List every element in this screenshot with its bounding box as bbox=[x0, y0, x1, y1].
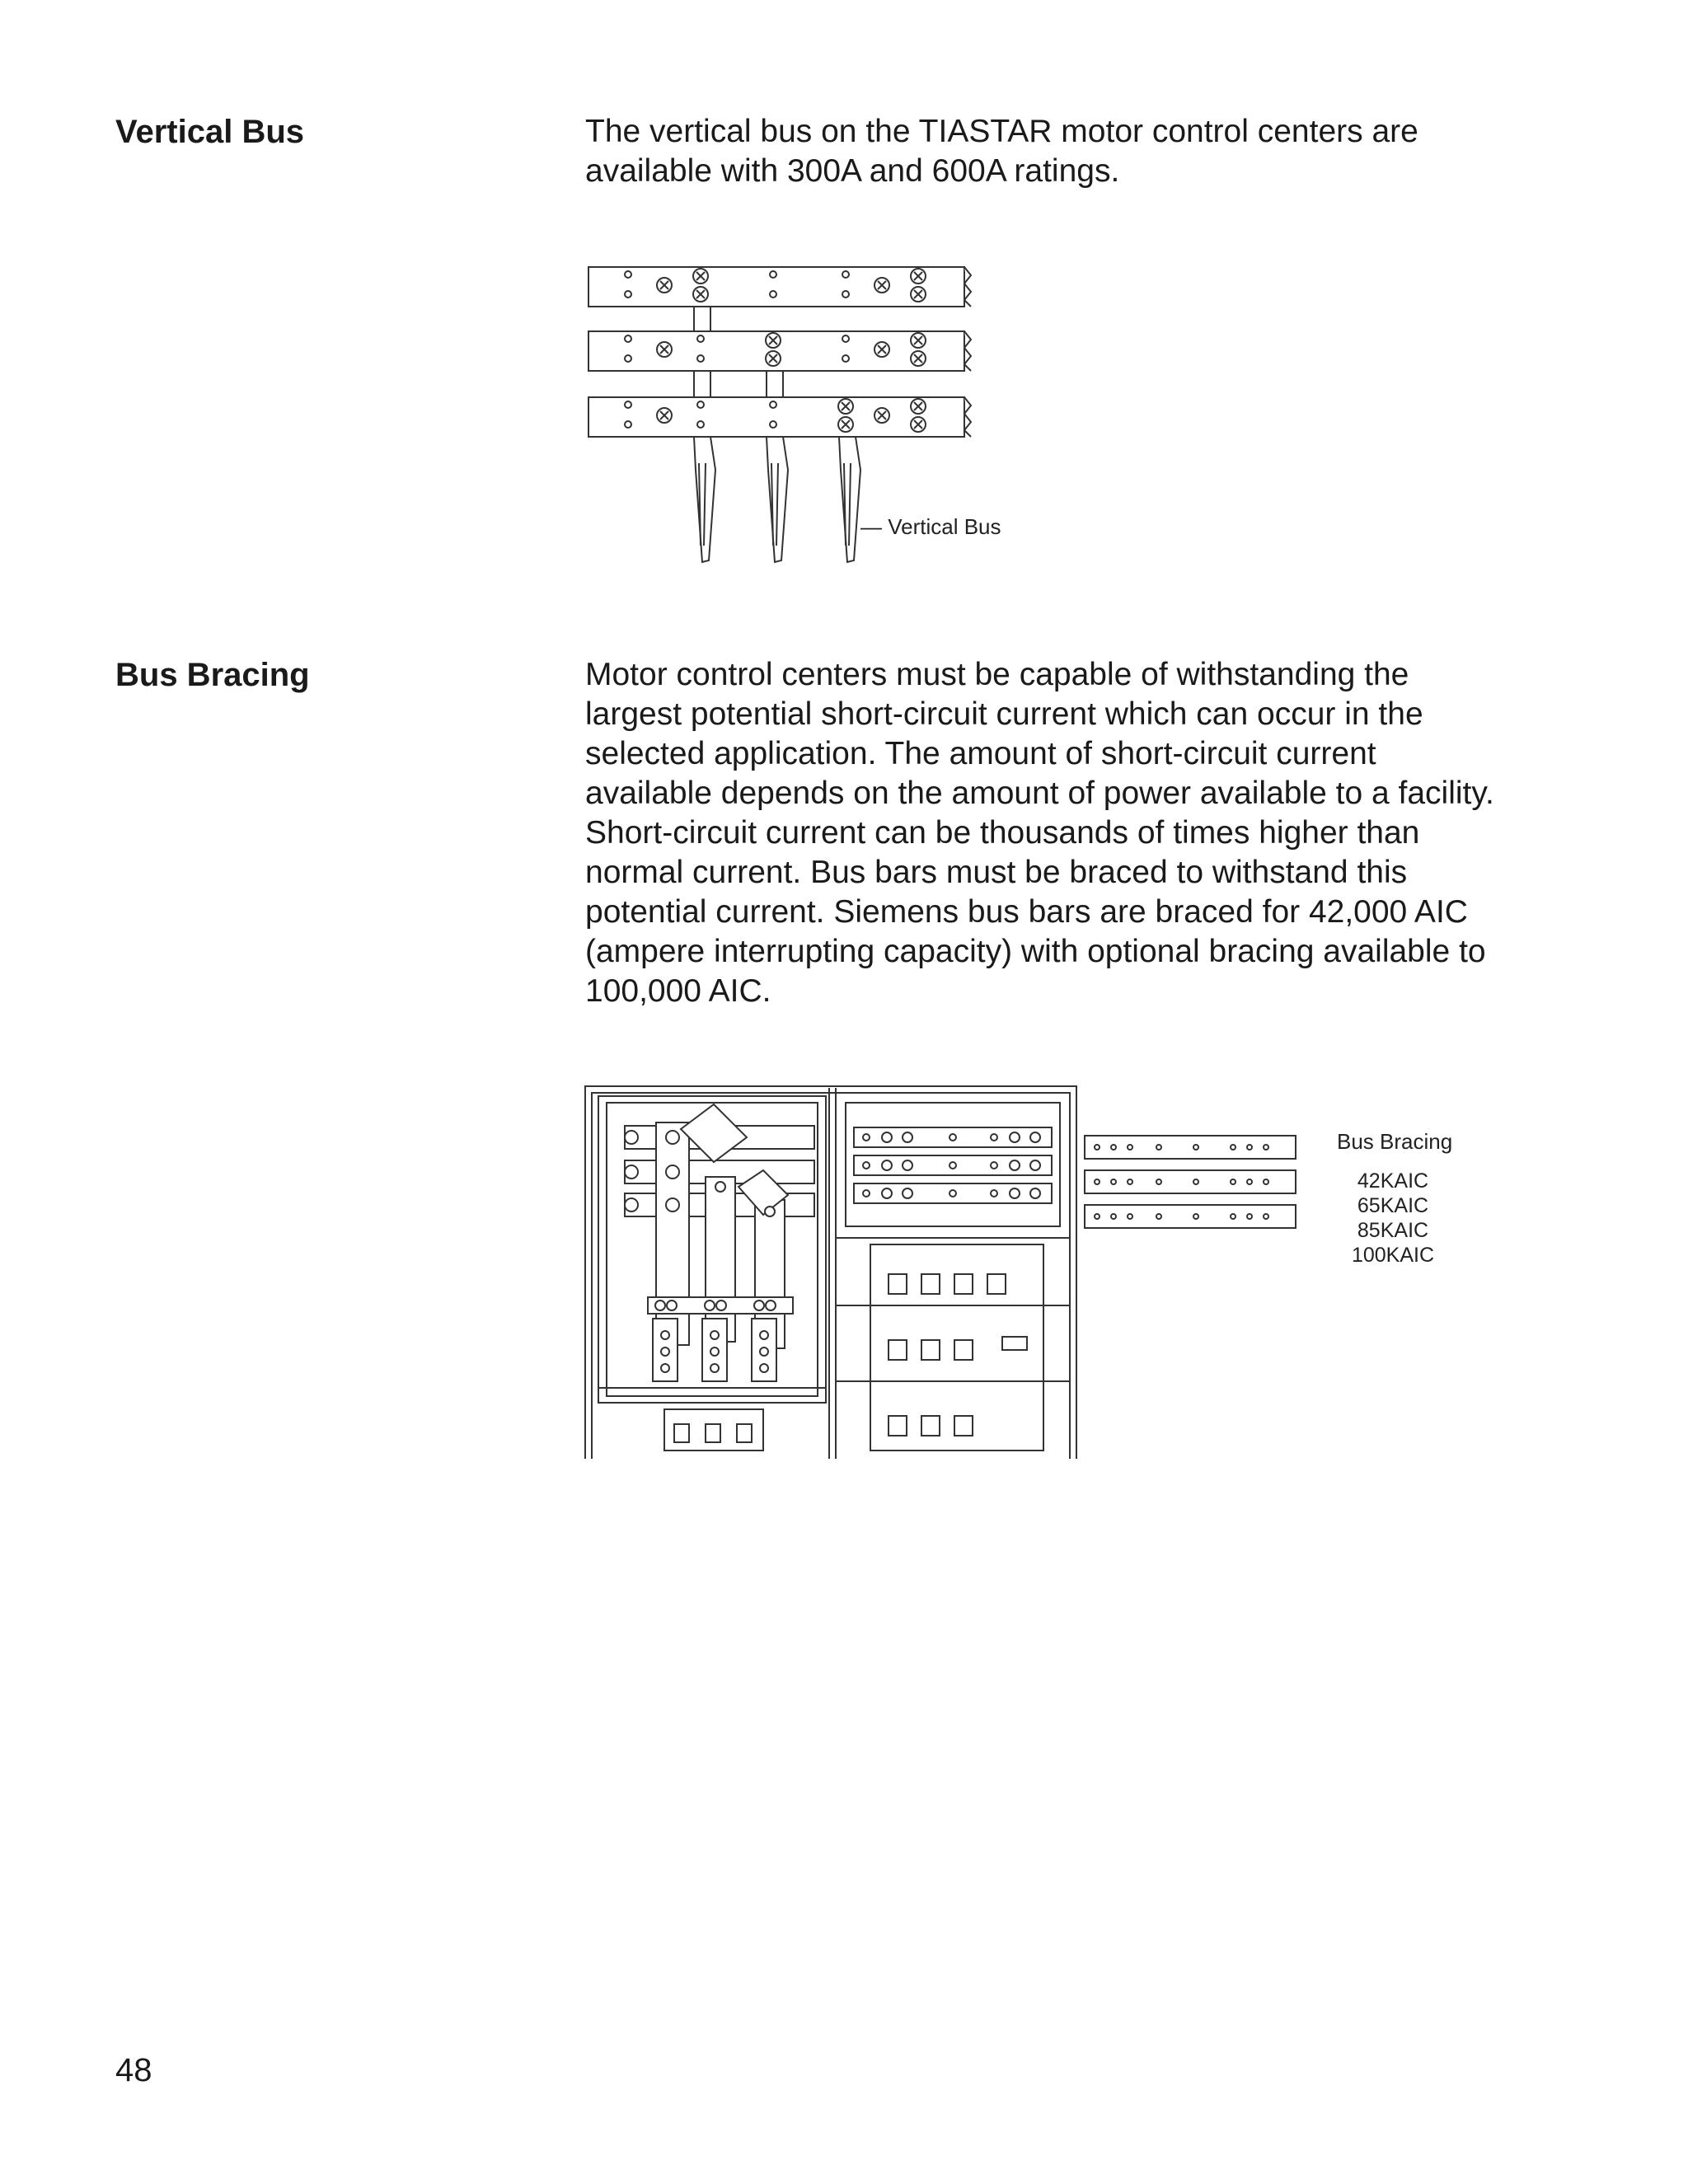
vertical-bus-callout: — Vertical Bus bbox=[860, 514, 1001, 539]
bus-bracing-diagram bbox=[582, 1080, 1299, 1459]
section-heading-bus-bracing: Bus Bracing bbox=[115, 657, 310, 693]
rating-item: 42KAIC bbox=[1357, 1169, 1429, 1193]
paragraph-line: (ampere interrupting capacity) with optional bracing available to bbox=[585, 934, 1486, 969]
vertical-bus-paragraph bbox=[585, 112, 1558, 191]
bus-bracing-callout: Bus Bracing bbox=[1337, 1129, 1453, 1154]
rating-item: 65KAIC bbox=[1357, 1194, 1429, 1217]
paragraph-line: potential current. Siemens bus bars are braced for 42,000 AIC bbox=[585, 894, 1468, 930]
bus-bracing-paragraph bbox=[585, 655, 1558, 1011]
bracing-ratings-list bbox=[1311, 1169, 1475, 1268]
paragraph-line: normal current. Bus bars must be braced to withstand this bbox=[585, 855, 1408, 890]
rating-item: 100KAIC bbox=[1351, 1244, 1435, 1267]
paragraph-line: selected application. The amount of short-circuit current bbox=[585, 736, 1376, 771]
page-number: 48 bbox=[115, 2052, 152, 2088]
paragraph-line: The vertical bus on the TIASTAR motor control centers are bbox=[585, 114, 1418, 149]
paragraph-line: 100,000 AIC. bbox=[585, 973, 771, 1009]
paragraph-line: largest potential short-circuit current which can occur in the bbox=[585, 696, 1423, 732]
paragraph-line: available depends on the amount of power available to a facility. bbox=[585, 776, 1494, 811]
paragraph-line: Motor control centers must be capable of withstanding the bbox=[585, 657, 1409, 692]
paragraph-line: available with 300A and 600A ratings. bbox=[585, 153, 1120, 189]
rating-item: 85KAIC bbox=[1357, 1219, 1429, 1242]
paragraph-line: Short-circuit current can be thousands of times higher than bbox=[585, 815, 1420, 851]
section-heading-vertical-bus: Vertical Bus bbox=[115, 114, 305, 150]
